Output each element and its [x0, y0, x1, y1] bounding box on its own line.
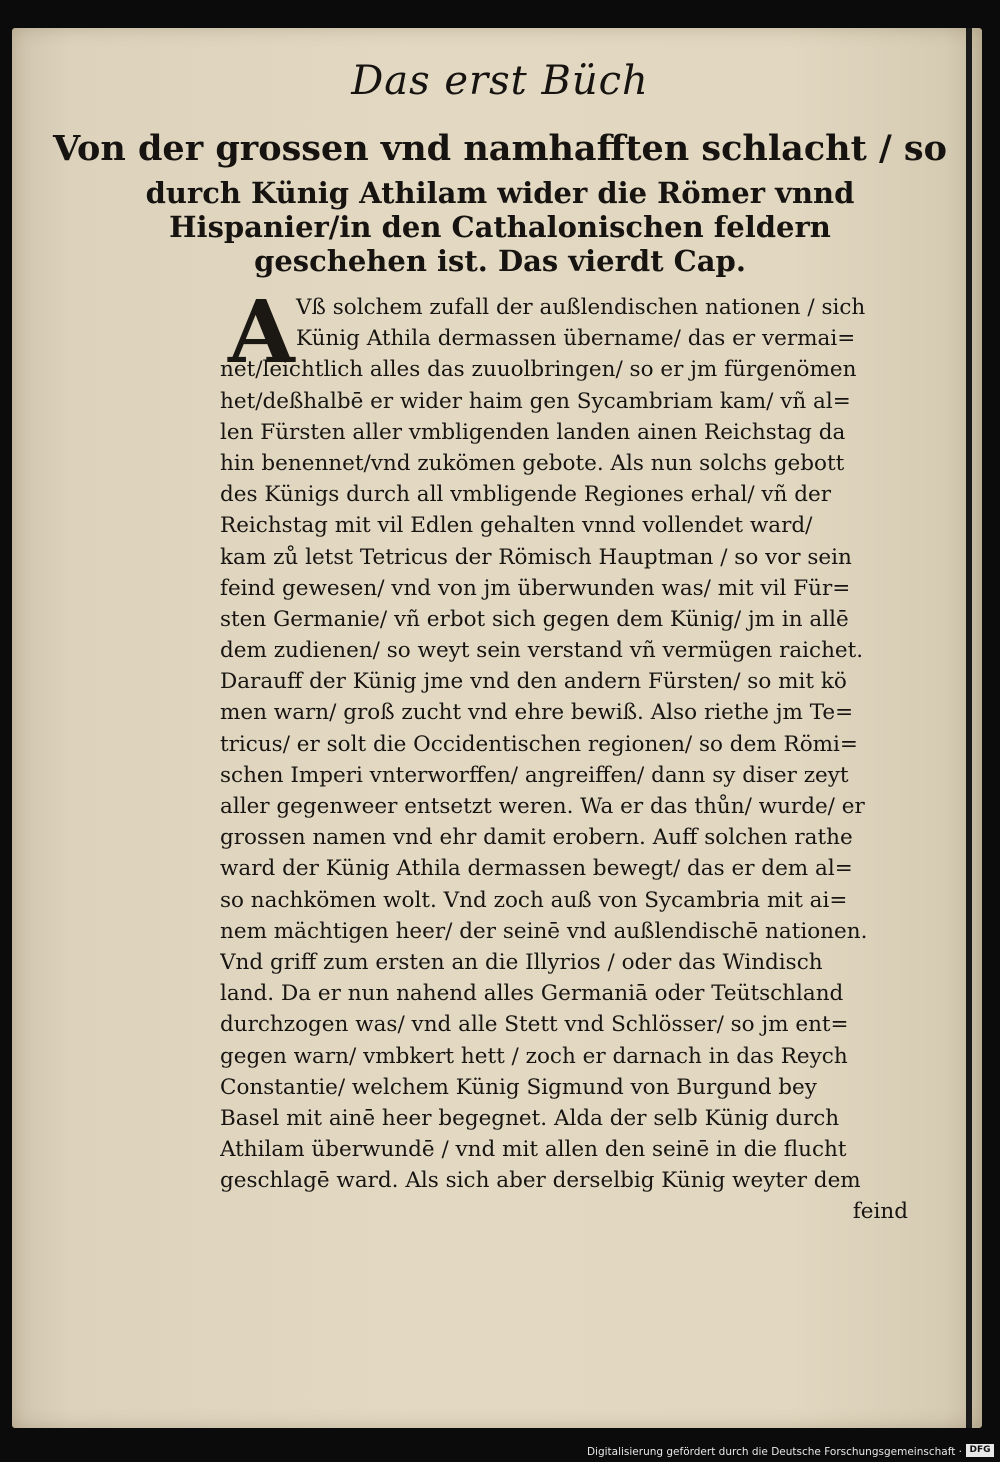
text-line: hin benennet/vnd zukömen gebote. Als nun solchs gebott: [220, 450, 845, 476]
text-line: Reichstag mit vil Edlen gehalten vnnd vollendet ward/: [220, 513, 813, 539]
text-line: len Fürsten aller vmbligenden landen ainen Reichstag da: [220, 419, 846, 445]
drop-cap-initial: A: [228, 282, 295, 383]
chapter-title-line-2: durch Künig Athilam wider die Römer vnnd: [145, 176, 855, 210]
text-line: aller gegenweer entsetzt weren. Wa er das thůn/ wurde/ er: [220, 794, 865, 819]
text-line: land. Da er nun nahend alles Germaniā oder Teütschland: [220, 981, 844, 1007]
text-line: men warn/ groß zucht vnd ehre bewiß. Also riethe jm Te=: [220, 700, 854, 726]
text-line: des Künigs durch all vmbligende Regiones erhal/ vñ der: [220, 482, 832, 508]
text-line: net/leichtlich alles das zuuolbringen/ so er jm fürgenömen: [220, 357, 857, 383]
text-line: grossen namen vnd ehr damit erobern. Auff solchen rathe: [220, 825, 853, 851]
text-line: Basel mit ainē heer begegnet. Alda der selb Künig durch: [220, 1105, 840, 1131]
text-line: tricus/ er solt die Occidentischen regionen/ so dem Römi=: [220, 731, 858, 757]
text-line: feind gewesen/ vnd von jm überwunden was/ mit vil Für=: [220, 575, 851, 601]
book-title: Das erst Büch: [351, 58, 649, 104]
text-line: Vnd griff zum ersten an die Illyrios / oder das Windisch: [220, 949, 823, 975]
text-line: Darauff der Künig jme vnd den andern Fürsten/ so mit kö: [220, 669, 847, 695]
chapter-title-line-1: Von der grossen vnd namhafften schlacht / so: [53, 128, 947, 169]
body-text: [220, 282, 960, 1228]
text-line: Künig Athila dermassen übername/ das er vermai=: [296, 326, 856, 352]
text-line: Constantie/ welchem Künig Sigmund von Burgund bey: [220, 1074, 817, 1100]
text-line: kam zů letst Tetricus der Römisch Hauptman / so vor sein: [220, 544, 852, 570]
text-line: Vß solchem zufall der außlendischen nationen / sich: [296, 295, 866, 320]
text-line: het/deßhalbē er wider haim gen Sycambriam kam/ vñ al=: [220, 388, 851, 414]
text-line: sten Germanie/ vñ erbot sich gegen dem Künig/ jm in allē: [220, 606, 849, 632]
text-line: durchzogen was/ vnd alle Stett vnd Schlösser/ so jm ent=: [220, 1012, 849, 1038]
text-line: Athilam überwundē / vnd mit allen den seinē in die flucht: [220, 1137, 847, 1163]
chapter-title-line-4: geschehen ist. Das vierdt Cap.: [254, 244, 746, 278]
text-line: dem zudienen/ so weyt sein verstand vñ vermügen raichet.: [220, 638, 864, 664]
chapter-title-line-3: Hispanier/in den Cathalonischen feldern: [169, 210, 831, 244]
text-line: schen Imperi vnterworffen/ angreiffen/ dann sy diser zeyt: [220, 762, 849, 788]
text-line: so nachkömen wolt. Vnd zoch auß von Sycambria mit ai=: [220, 887, 848, 913]
catchword: feind: [852, 1199, 908, 1225]
text-line: ward der Künig Athila dermassen bewegt/ das er dem al=: [220, 856, 853, 882]
dfg-logo-icon: DFG: [966, 1444, 994, 1457]
text-line: nem mächtigen heer/ der seinē vnd außlendischē nationen.: [220, 918, 868, 944]
text-line: geschlagē ward. Als sich aber derselbig Künig weyter dem: [220, 1168, 861, 1194]
funding-credit: Digitalisierung gefördert durch die Deutsche Forschungsgemeinschaft ·: [586, 1446, 962, 1458]
text-line: gegen warn/ vmbkert hett / zoch er darnach in das Reych: [220, 1043, 848, 1069]
